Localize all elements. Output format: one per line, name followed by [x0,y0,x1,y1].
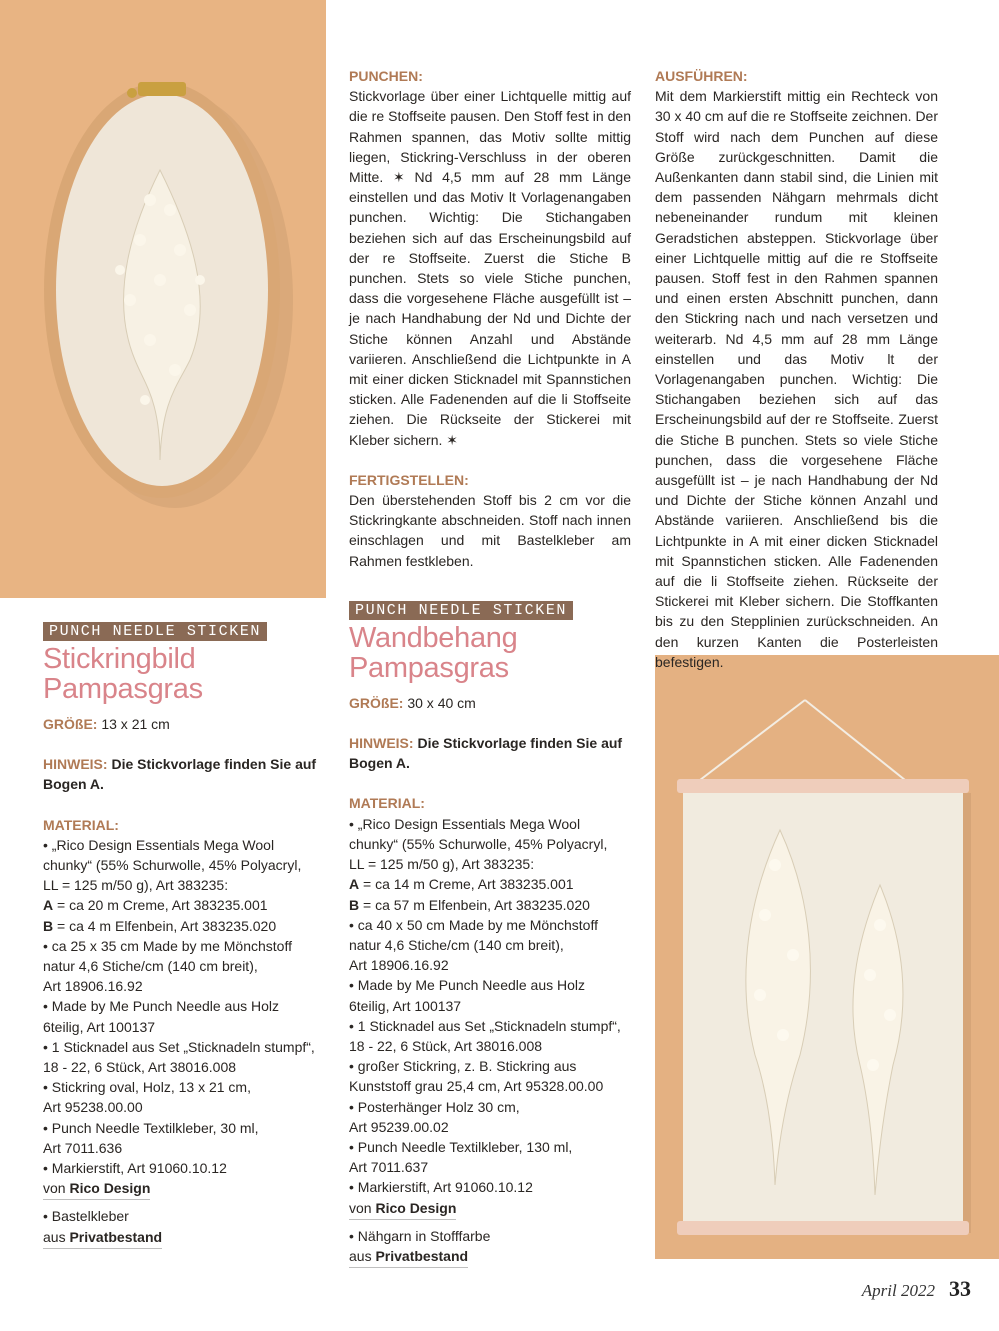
list-item: • Posterhänger Holz 30 cm, [349,1098,520,1115]
finish-text: Den überstehenden Stoff bis 2 cm vor die Stickringkante abschneiden. Stoff nach innen einschlagen und mit Bastelkleber am Rahmen festkleben. [349,492,631,569]
list-item: A = ca 14 m Creme, Art 383235.001 [349,876,574,893]
list-item: Art 7011.636 [43,1139,123,1156]
brand-credit: aus Privatbestand [43,1227,162,1249]
left-column [43,620,321,1249]
list-item: 18 - 22, 6 Stück, Art 38016.008 [349,1037,543,1054]
note: HINWEIS: Die Stickvorlage finden Sie auf Bogen A. [43,756,317,793]
issue-date: April 2022 [861,1281,935,1300]
list-item: Art 95238.00.00 [43,1099,143,1116]
execute-text: Mit dem Markierstift mittig ein Rechteck von 30 x 40 cm auf die re Stoffseite zeichnen. Der Stoff wird nach dem Punchen auf diese Größe zurückgeschnitten. Damit die Außenkanten dann stabil sind, die Linien mit dem passenden Nähgarn mehrmals dicht nebeneinander rundum mit kleinen Geradstichen absteppen. Stickvorlage über einer Lichtquelle mittig auf die re Stoffseite pausen. Stoff fest in den Rahmen spannen und einen ersten Abschnitt punchen, dann den Stickring nach und nach versetzen und weiterarb. Nd 4,5 mm auf 28 mm Länge einstellen und das Motiv lt der Vorlagenangaben punchen. Wichtig: Die Stichangaben beziehen sich auf das Erscheinungsbild auf der re Stoffseite. Zuerst die Stiche B punchen. Stets so viele Stiche punchen, dass die vorgesehene Fläche ausgefüllt ist – je nach Handhabung der Nd und Dichte der Stiche können Anzahl und Abstände variieren. Anschließend bis die Lichtpunkte in A mit einer dicken Sticknadel mit Spannstichen sticken. Alle Fadenenden auf die li Stoffseite ziehen. Rückseite der Stickerei mit Kleber sichern. Die Stoffkanten bis zu den Stepplinien zurückschneiden. An den kurzen Kanten die Posterleisten befestigen. [655,88,939,670]
list-item: Art 18906.16.92 [349,957,449,974]
list-item: • großer Stickring, z. B. Stickring aus [349,1058,577,1075]
wall-hanger-photo [655,655,999,1259]
list-item: • 1 Sticknadel aus Set „Sticknadeln stumpf“, [43,1038,315,1055]
material-list [349,814,631,1268]
list-item: • Nähgarn in Stofffarbe [349,1227,491,1244]
list-item: • Stickring oval, Holz, 13 x 21 cm, [43,1079,251,1096]
list-item: Art 18906.16.92 [43,978,143,995]
list-item: A = ca 20 m Creme, Art 383235.001 [43,897,268,914]
middle-column [349,66,631,1268]
list-item: 6teilig, Art 100137 [349,997,462,1014]
list-item: 6teilig, Art 100137 [43,1018,156,1035]
list-item: natur 4,6 Stiche/cm (140 cm breit), [43,958,258,975]
punch-label: PUNCHEN: [349,68,423,84]
list-item: chunky“ (55% Schurwolle, 45% Polyacryl, [349,835,608,852]
hoop-photo [0,0,326,598]
material-list [43,835,321,1249]
kicker: PUNCH NEEDLE STICKEN [43,622,267,641]
finish-label: FERTIGSTELLEN: [349,471,469,488]
list-item: natur 4,6 Stiche/cm (140 cm breit), [349,936,564,953]
brand-credit: aus Privatbestand [349,1246,468,1268]
list-item: • ca 40 x 50 cm Made by me Mönchstoff [349,916,598,933]
project-title: Stickringbild Pampasgras [43,643,203,705]
note: HINWEIS: Die Stickvorlage finden Sie auf Bogen A. [349,735,623,772]
list-item: • Markierstift, Art 91060.10.12 [43,1160,227,1177]
list-item: Art 95239.00.02 [349,1118,449,1135]
list-item: • „Rico Design Essentials Mega Wool [43,836,275,853]
list-item: • Punch Needle Textilkleber, 30 ml, [43,1119,259,1136]
size: GRÖßE: 13 x 21 cm [43,716,170,732]
page-footer [862,1276,971,1302]
brand-credit: von Rico Design [43,1178,150,1200]
execute-label: AUSFÜHREN: [655,68,748,84]
list-item: chunky“ (55% Schurwolle, 45% Polyacryl, [43,857,302,874]
material-label: MATERIAL: [349,795,425,812]
list-item: • ca 25 x 35 cm Made by me Mönchstoff [43,937,292,954]
right-column [655,66,938,672]
list-item: Art 7011.637 [349,1159,429,1176]
list-item: B = ca 4 m Elfenbein, Art 383235.020 [43,917,277,934]
list-item: • 1 Sticknadel aus Set „Sticknadeln stumpf“, [349,1017,621,1034]
list-item: • Bastelkleber [43,1208,129,1225]
list-item: • Markierstift, Art 91060.10.12 [349,1179,533,1196]
list-item: • Punch Needle Textilkleber, 130 ml, [349,1138,573,1155]
page-number: 33 [949,1276,971,1301]
list-item: • „Rico Design Essentials Mega Wool [349,815,581,832]
list-item: B = ca 57 m Elfenbein, Art 383235.020 [349,896,590,913]
list-item: LL = 125 m/50 g), Art 383235: [349,856,535,873]
list-item: 18 - 22, 6 Stück, Art 38016.008 [43,1059,237,1076]
list-item: • Made by Me Punch Needle aus Holz [349,977,586,994]
project-title: Wandbehang Pampasgras [349,621,518,684]
list-item: LL = 125 m/50 g), Art 383235: [43,877,229,894]
list-item: Kunststoff grau 25,4 cm, Art 95328.00.00 [349,1078,604,1095]
size: GRÖßE: 30 x 40 cm [349,694,476,711]
punch-text: Stickvorlage über einer Lichtquelle mittig auf die re Stoffseite pausen. Den Stoff fest in den Rahmen spannen, das Motiv sollte mittig liegen, Stickring-Verschluss in der oberen Mitte. ✶ Nd 4,5 mm auf 28 mm Länge einstellen und das Motiv lt Vorlagenangaben punchen. Wichtig: Die Stichangaben beziehen sich auf das Erscheinungsbild auf der re Stoffseite. Zuerst die Stiche B punchen. Stets so viele Stiche punchen, dass die vorgesehene Fläche ausgefüllt ist – je nach Handhabung der Nd und Dichte der Stiche können Anzahl und Abstände variieren. Anschließend die Lichtpunkte in A mit einer dicken Sticknadel mit Spannstichen sticken. Alle Fadenenden auf die li Stoffseite ziehen. Die Rückseite der Stickerei mit Kleber sichern. ✶ [349,88,631,448]
kicker: PUNCH NEEDLE STICKEN [349,601,573,620]
list-item: • Made by Me Punch Needle aus Holz [43,998,280,1015]
brand-credit: von Rico Design [349,1198,456,1220]
material-label: MATERIAL: [43,816,119,833]
